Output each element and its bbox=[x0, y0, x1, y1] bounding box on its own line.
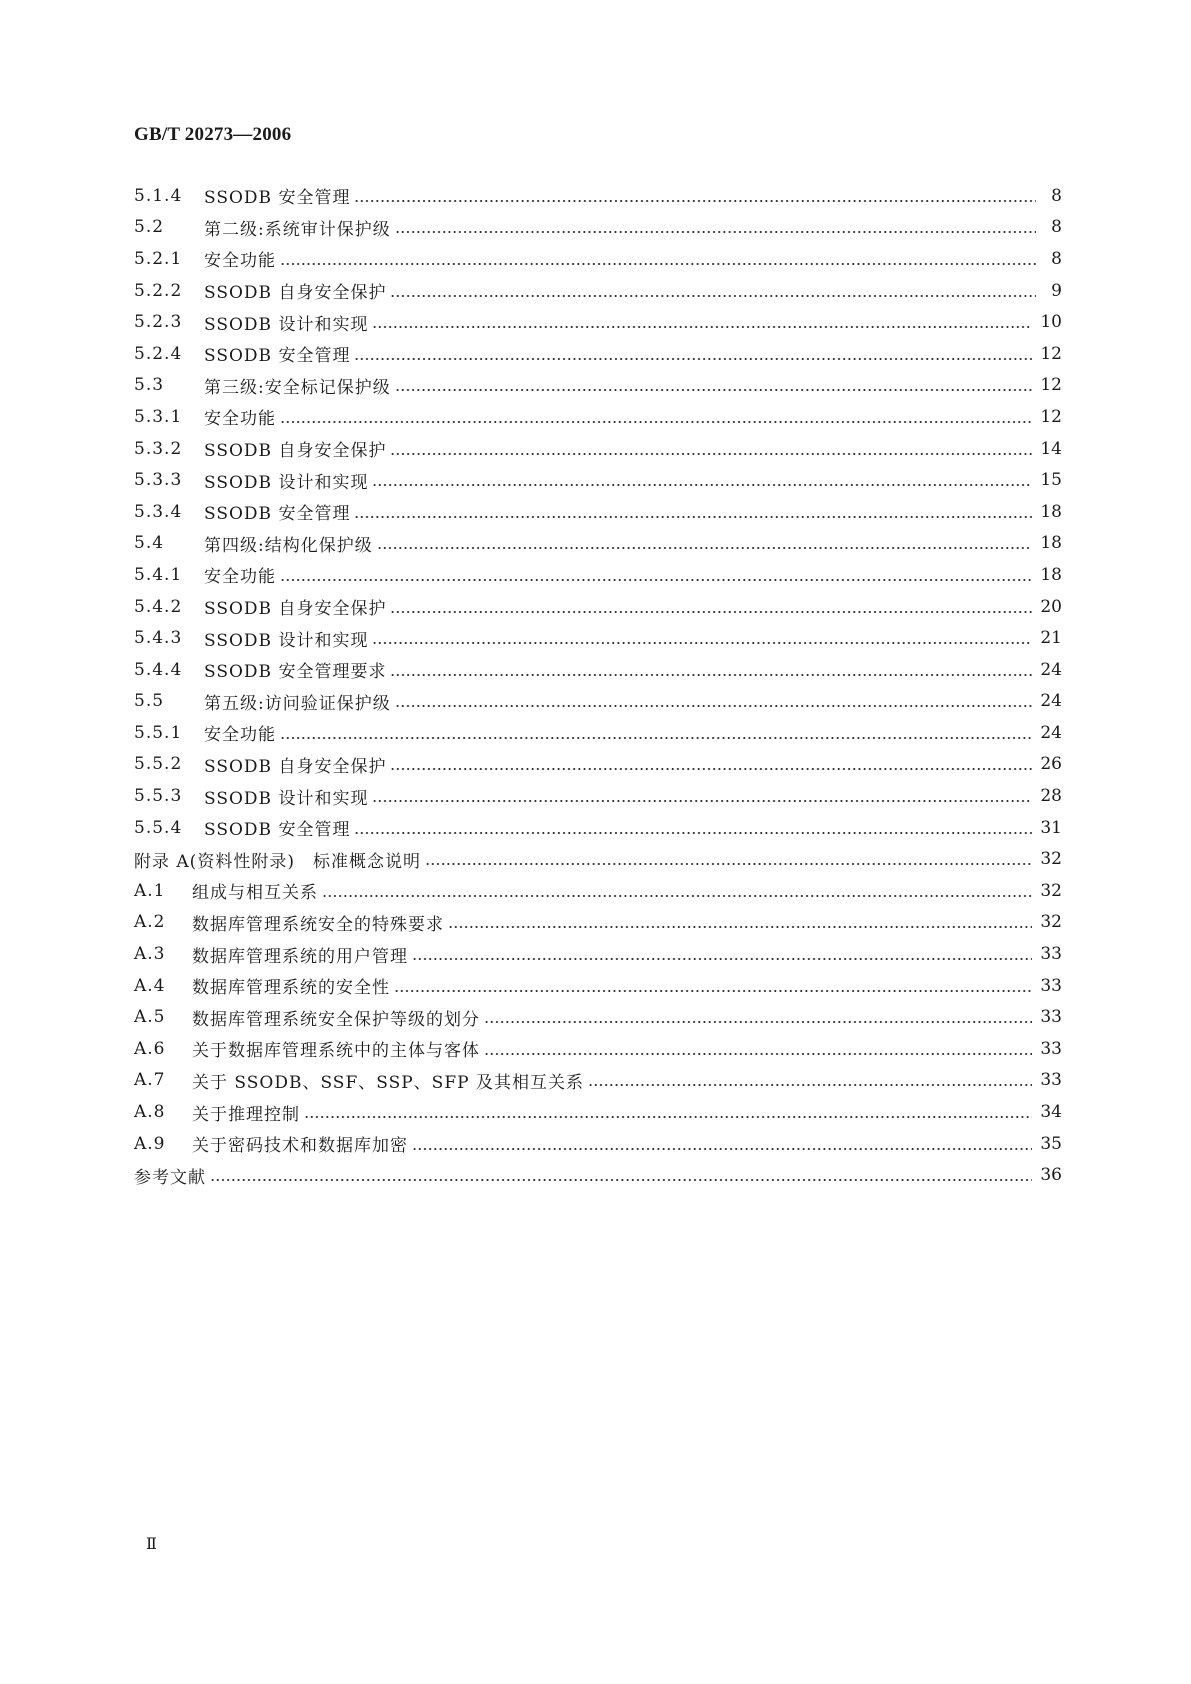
toc-entry-number: 5.4.4 bbox=[134, 659, 183, 680]
toc-entry-title: 安全功能 bbox=[204, 409, 276, 430]
toc-entry[interactable] bbox=[134, 275, 1062, 307]
toc-entry-title: 参考文献 bbox=[134, 1167, 206, 1188]
toc-dot-leader bbox=[390, 453, 1032, 455]
toc-entry[interactable] bbox=[134, 370, 1062, 402]
toc-entry-page: 33 bbox=[1040, 944, 1062, 965]
toc-entry-page: 8 bbox=[1051, 185, 1062, 206]
toc-entry-title: SSODB 安全管理 bbox=[204, 346, 351, 367]
toc-entry[interactable] bbox=[134, 1001, 1062, 1033]
toc-entry-number: 5.2.4 bbox=[134, 343, 183, 364]
toc-dot-leader bbox=[354, 516, 1032, 518]
toc-entry-page: 9 bbox=[1051, 280, 1062, 301]
toc-entry-page: 18 bbox=[1040, 533, 1062, 554]
toc-dot-leader bbox=[395, 389, 1033, 391]
toc-dot-leader bbox=[280, 421, 1032, 423]
table-of-contents bbox=[134, 180, 1062, 1191]
toc-entry[interactable] bbox=[134, 464, 1062, 496]
toc-dot-leader bbox=[210, 1179, 1032, 1181]
toc-entry[interactable] bbox=[134, 686, 1062, 718]
toc-entry[interactable] bbox=[134, 180, 1062, 212]
toc-entry-page: 24 bbox=[1040, 659, 1062, 680]
toc-entry-number: 5.3.2 bbox=[134, 438, 183, 459]
toc-entry-number: 5.5.4 bbox=[134, 817, 183, 838]
toc-dot-leader bbox=[372, 642, 1032, 644]
toc-dot-leader bbox=[372, 326, 1032, 328]
toc-entry-title: SSODB 自身安全保护 bbox=[204, 283, 387, 304]
toc-entry-page: 12 bbox=[1040, 406, 1062, 427]
toc-entry-page: 12 bbox=[1040, 375, 1062, 396]
toc-entry-page: 14 bbox=[1040, 438, 1062, 459]
toc-entry[interactable] bbox=[134, 875, 1062, 907]
page-number: Ⅱ bbox=[146, 1536, 157, 1553]
toc-entry-page: 28 bbox=[1040, 786, 1062, 807]
toc-dot-leader bbox=[354, 832, 1032, 834]
toc-entry-title: SSODB 设计和实现 bbox=[204, 630, 369, 651]
toc-dot-leader bbox=[412, 1148, 1032, 1150]
toc-entry[interactable] bbox=[134, 1065, 1062, 1097]
toc-entry-title: 关于密码技术和数据库加密 bbox=[192, 1136, 408, 1157]
toc-entry-number: 5.5.1 bbox=[134, 722, 183, 743]
toc-entry-page: 32 bbox=[1040, 880, 1062, 901]
toc-entry-title: 组成与相互关系 bbox=[192, 883, 318, 904]
toc-dot-leader bbox=[588, 1084, 1032, 1086]
toc-dot-leader bbox=[280, 737, 1032, 739]
toc-entry-number: A.2 bbox=[134, 912, 166, 933]
toc-entry-number: 5.4.3 bbox=[134, 628, 183, 649]
toc-entry-title: 第三级:安全标记保护级 bbox=[204, 377, 391, 398]
toc-entry-title: 第四级:结构化保护级 bbox=[204, 535, 373, 556]
toc-entry-title: 关于 SSODB、SSF、SSP、SFP 及其相互关系 bbox=[192, 1072, 584, 1093]
toc-dot-leader bbox=[377, 547, 1033, 549]
toc-entry[interactable] bbox=[134, 1096, 1062, 1128]
toc-entry-page: 33 bbox=[1040, 975, 1062, 996]
toc-entry-page: 24 bbox=[1040, 691, 1062, 712]
toc-entry-title: SSODB 自身安全保护 bbox=[204, 599, 387, 620]
toc-entry[interactable] bbox=[134, 401, 1062, 433]
toc-entry-number: 5.2.1 bbox=[134, 248, 183, 269]
toc-dot-leader bbox=[390, 611, 1032, 613]
toc-entry[interactable] bbox=[134, 970, 1062, 1002]
toc-entry[interactable] bbox=[134, 780, 1062, 812]
toc-entry-number: A.8 bbox=[134, 1102, 166, 1123]
toc-entry-title: 安全功能 bbox=[204, 251, 276, 272]
toc-entry[interactable] bbox=[134, 907, 1062, 939]
toc-dot-leader bbox=[484, 1053, 1032, 1055]
toc-entry-title: SSODB 安全管理要求 bbox=[204, 662, 387, 683]
toc-entry-page: 21 bbox=[1040, 628, 1062, 649]
toc-entry-title: 关于推理控制 bbox=[192, 1104, 300, 1125]
toc-entry-title: 第二级:系统审计保护级 bbox=[204, 219, 391, 240]
toc-dot-leader bbox=[280, 579, 1032, 581]
toc-entry-page: 35 bbox=[1040, 1133, 1062, 1154]
toc-entry[interactable] bbox=[134, 559, 1062, 591]
toc-entry[interactable] bbox=[134, 433, 1062, 465]
toc-entry[interactable] bbox=[134, 528, 1062, 560]
toc-entry[interactable] bbox=[134, 591, 1062, 623]
toc-entry-page: 32 bbox=[1040, 912, 1062, 933]
toc-entry-number: 5.3.4 bbox=[134, 501, 183, 522]
toc-entry-number: A.6 bbox=[134, 1038, 166, 1059]
toc-entry-number: 5.5.3 bbox=[134, 786, 183, 807]
toc-entry-title: 安全功能 bbox=[204, 725, 276, 746]
toc-entry-number: 5.1.4 bbox=[134, 185, 183, 206]
toc-entry[interactable] bbox=[134, 338, 1062, 370]
toc-dot-leader bbox=[390, 295, 1036, 297]
toc-dot-leader bbox=[394, 990, 1032, 992]
toc-entry-number: 5.2.3 bbox=[134, 312, 183, 333]
toc-dot-leader bbox=[322, 895, 1032, 897]
toc-entry-number: 5.2.2 bbox=[134, 280, 183, 301]
toc-dot-leader bbox=[412, 958, 1032, 960]
toc-entry-title: 数据库管理系统安全的特殊要求 bbox=[192, 914, 444, 935]
toc-entry-number: 5.3 bbox=[134, 375, 165, 396]
toc-entry-title: 数据库管理系统的用户管理 bbox=[192, 946, 408, 967]
toc-dot-leader bbox=[372, 484, 1032, 486]
toc-entry-page: 12 bbox=[1040, 343, 1062, 364]
toc-entry[interactable] bbox=[134, 306, 1062, 338]
toc-entry[interactable] bbox=[134, 843, 1062, 875]
standard-code: GB/T 20273—2006 bbox=[134, 124, 292, 145]
toc-dot-leader bbox=[354, 200, 1036, 202]
toc-entry-number: 5.4 bbox=[134, 533, 165, 554]
toc-entry-title: SSODB 安全管理 bbox=[204, 820, 351, 841]
toc-entry-page: 33 bbox=[1040, 1070, 1062, 1091]
toc-entry-page: 15 bbox=[1040, 470, 1062, 491]
toc-entry-page: 10 bbox=[1040, 312, 1062, 333]
toc-entry[interactable] bbox=[134, 622, 1062, 654]
toc-entry-title: 安全功能 bbox=[204, 567, 276, 588]
toc-dot-leader bbox=[395, 231, 1036, 233]
toc-entry[interactable] bbox=[134, 243, 1062, 275]
toc-entry-title: SSODB 自身安全保护 bbox=[204, 441, 387, 462]
toc-entry[interactable] bbox=[134, 1159, 1062, 1191]
toc-dot-leader bbox=[372, 800, 1032, 802]
toc-entry-number: 5.3.3 bbox=[134, 470, 183, 491]
toc-entry-title: 第五级:访问验证保护级 bbox=[204, 693, 391, 714]
toc-dot-leader bbox=[484, 1021, 1032, 1023]
toc-entry-number: A.3 bbox=[134, 944, 166, 965]
toc-dot-leader bbox=[354, 358, 1032, 360]
toc-entry-page: 33 bbox=[1040, 1007, 1062, 1028]
toc-entry-number: 5.2 bbox=[134, 217, 165, 238]
toc-entry-title: 附录 A(资料性附录) 标准概念说明 bbox=[134, 851, 421, 872]
toc-entry[interactable] bbox=[134, 1033, 1062, 1065]
toc-dot-leader bbox=[280, 263, 1036, 265]
toc-entry-page: 24 bbox=[1040, 722, 1062, 743]
toc-entry-page: 32 bbox=[1040, 849, 1062, 870]
toc-dot-leader bbox=[395, 705, 1033, 707]
toc-dot-leader bbox=[448, 926, 1032, 928]
toc-entry-number: A.5 bbox=[134, 1007, 166, 1028]
toc-entry-title: SSODB 设计和实现 bbox=[204, 314, 369, 335]
toc-entry[interactable] bbox=[134, 212, 1062, 244]
toc-entry-number: 5.4.1 bbox=[134, 564, 183, 585]
toc-entry-page: 8 bbox=[1051, 217, 1062, 238]
toc-entry-title: SSODB 设计和实现 bbox=[204, 788, 369, 809]
toc-entry[interactable] bbox=[134, 654, 1062, 686]
toc-entry-title: 关于数据库管理系统中的主体与客体 bbox=[192, 1041, 480, 1062]
toc-entry[interactable] bbox=[134, 1128, 1062, 1160]
toc-entry-number: A.9 bbox=[134, 1133, 166, 1154]
toc-entry-number: A.7 bbox=[134, 1070, 166, 1091]
toc-dot-leader bbox=[390, 674, 1032, 676]
toc-entry[interactable] bbox=[134, 496, 1062, 528]
toc-entry-page: 26 bbox=[1040, 754, 1062, 775]
toc-entry-number: 5.3.1 bbox=[134, 406, 183, 427]
toc-dot-leader bbox=[425, 863, 1032, 865]
toc-entry-number: A.1 bbox=[134, 880, 166, 901]
toc-entry-title: 数据库管理系统的安全性 bbox=[192, 978, 390, 999]
toc-entry-title: SSODB 自身安全保护 bbox=[204, 756, 387, 777]
toc-dot-leader bbox=[304, 1116, 1032, 1118]
toc-entry-page: 33 bbox=[1040, 1038, 1062, 1059]
toc-dot-leader bbox=[390, 768, 1032, 770]
toc-entry-number: 5.4.2 bbox=[134, 596, 183, 617]
toc-entry-title: SSODB 安全管理 bbox=[204, 188, 351, 209]
toc-entry[interactable] bbox=[134, 717, 1062, 749]
toc-entry-page: 20 bbox=[1040, 596, 1062, 617]
toc-entry-title: SSODB 设计和实现 bbox=[204, 472, 369, 493]
toc-entry-number: 5.5 bbox=[134, 691, 165, 712]
toc-entry-page: 36 bbox=[1040, 1165, 1062, 1186]
toc-entry[interactable] bbox=[134, 938, 1062, 970]
toc-entry-page: 31 bbox=[1040, 817, 1062, 838]
toc-entry-number: 5.5.2 bbox=[134, 754, 183, 775]
toc-entry[interactable] bbox=[134, 812, 1062, 844]
toc-entry-title: SSODB 安全管理 bbox=[204, 504, 351, 525]
toc-entry-number: A.4 bbox=[134, 975, 166, 996]
toc-entry-page: 18 bbox=[1040, 501, 1062, 522]
toc-entry-title: 数据库管理系统安全保护等级的划分 bbox=[192, 1009, 480, 1030]
toc-entry-page: 34 bbox=[1040, 1102, 1062, 1123]
toc-entry[interactable] bbox=[134, 749, 1062, 781]
toc-entry-page: 8 bbox=[1051, 248, 1062, 269]
toc-entry-page: 18 bbox=[1040, 564, 1062, 585]
